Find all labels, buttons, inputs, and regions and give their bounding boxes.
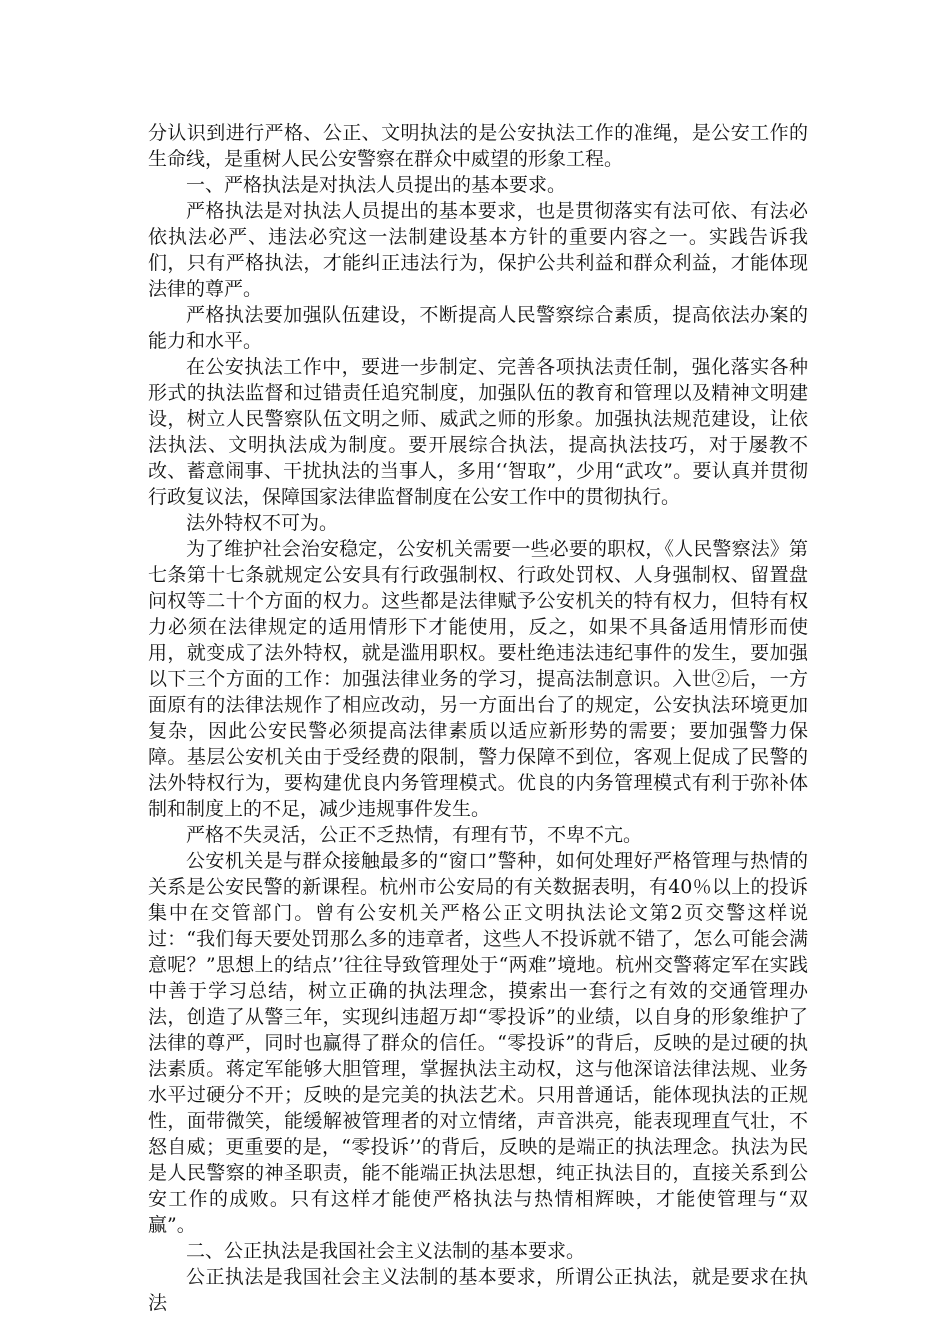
section-heading: 一、严格执法是对执法人员提出的基本要求。: [186, 174, 567, 196]
subheading: 法外特权不可为。: [186, 512, 339, 534]
paragraph: 公安机关是与群众接触最多的“窗口”警种，如何处理好严格管理与热情的关系是公安民警的新课程。杭州市公安局的有关数据表明，有40％以上的投诉集中在交管部门。曾有公安机关严格公正文明执法论文第2页交警这样说过：“我们每天要处罚那么多的违章者，这些人不投诉就不错了，怎么可能会满意呢？”思想上的结点’’往往导致管理处于“两难”境地。杭州交警蒋定军在实践中善于学习总结，树立正确的执法理念，摸索出一套行之有效的交通管理办法，创造了从警三年，实现纠违超万却“零投诉”的业绩，以自身的形象维护了法律的尊严，同时也赢得了群众的信任。“零投诉”的背后，反映的是过硬的执法素质。蒋定军能够大胆管理，掌握执法主动权，这与他深谙法律法规、业务水平过硬分不开；反映的是完美的执法艺术。只用普通话，能体现执法的正规性，面带微笑，能缓解被管理者的对立情绪，声音洪亮，能表现理直气壮，不怒自威；更重要的是，“零投诉’’的背后，反映的是端正的执法理念。执法为民是人民警察的神圣职责，能不能端正执法思想，纯正执法目的，直接关系到公安工作的成败。只有这样才能使严格执法与热情相辉映，才能使管理与“双赢”。: [148, 850, 808, 1236]
paragraph: 公正执法是我国社会主义法制的基本要求，所谓公正执法，就是要求在执法: [148, 1266, 808, 1314]
paragraph: 为了维护社会治安稳定，公安机关需要一些必要的职权，《人民警察法》第七条第十七条就规定公安具有行政强制权、行政处罚权、人身强制权、留置盘问权等二十个方面的权力。这些都是法律赋予公安机关的特有权力，但特有权力必须在法律规定的适用情形下才能使用，反之，如果不具备适用情形而使用，就变成了法外特权，就是滥用职权。要杜绝违法违纪事件的发生，要加强以下三个方面的工作：加强法律业务的学习，提高法制意识。入世②后，一方面原有的法律法规作了相应改动，另一方面出台了的规定，公安执法环境更加复杂，因此公安民警必须提高法律素质以适应新形势的需要；要加强警力保障。基层公安机关由于受经费的限制，警力保障不到位，客观上促成了民警的法外特权行为，要构建优良内务管理模式。优良的内务管理模式有利于弥补体制和制度上的不足，减少违规事件发生。: [148, 538, 808, 820]
paragraph: 严格执法要加强队伍建设，不断提高人民警察综合素质，提高依法办案的能力和水平。: [148, 304, 808, 352]
paragraph: 严格执法是对执法人员提出的基本要求，也是贯彻落实有法可依、有法必依执法必严、违法必究这一法制建设基本方针的重要内容之一。实践告诉我们，只有严格执法，才能纠正违法行为，保护公共利益和群众利益，才能体现法律的尊严。: [148, 200, 808, 300]
section-heading: 二、公正执法是我国社会主义法制的基本要求。: [186, 1240, 586, 1262]
subheading: 严格不失灵活，公正不乏热情，有理有节，不卑不亢。: [186, 824, 643, 846]
paragraph: 在公安执法工作中，要进一步制定、完善各项执法责任制，强化落实各种形式的执法监督和过错责任追究制度，加强队伍的教育和管理以及精神文明建设，树立人民警察队伍文明之师、威武之师的形象。加强执法规范建设，让依法执法、文明执法成为制度。要开展综合执法，提高执法技巧，对于屡教不改、蓄意闹事、干扰执法的当事人，多用‘‘智取”，少用“武攻”。要认真并贯彻行政复议法，保障国家法律监督制度在公安工作中的贯彻执行。: [148, 356, 808, 508]
paragraph: 分认识到进行严格、公正、文明执法的是公安执法工作的准绳，是公安工作的生命线，是重树人民公安警察在群众中威望的形象工程。: [148, 122, 808, 170]
document-body: [148, 120, 808, 1316]
